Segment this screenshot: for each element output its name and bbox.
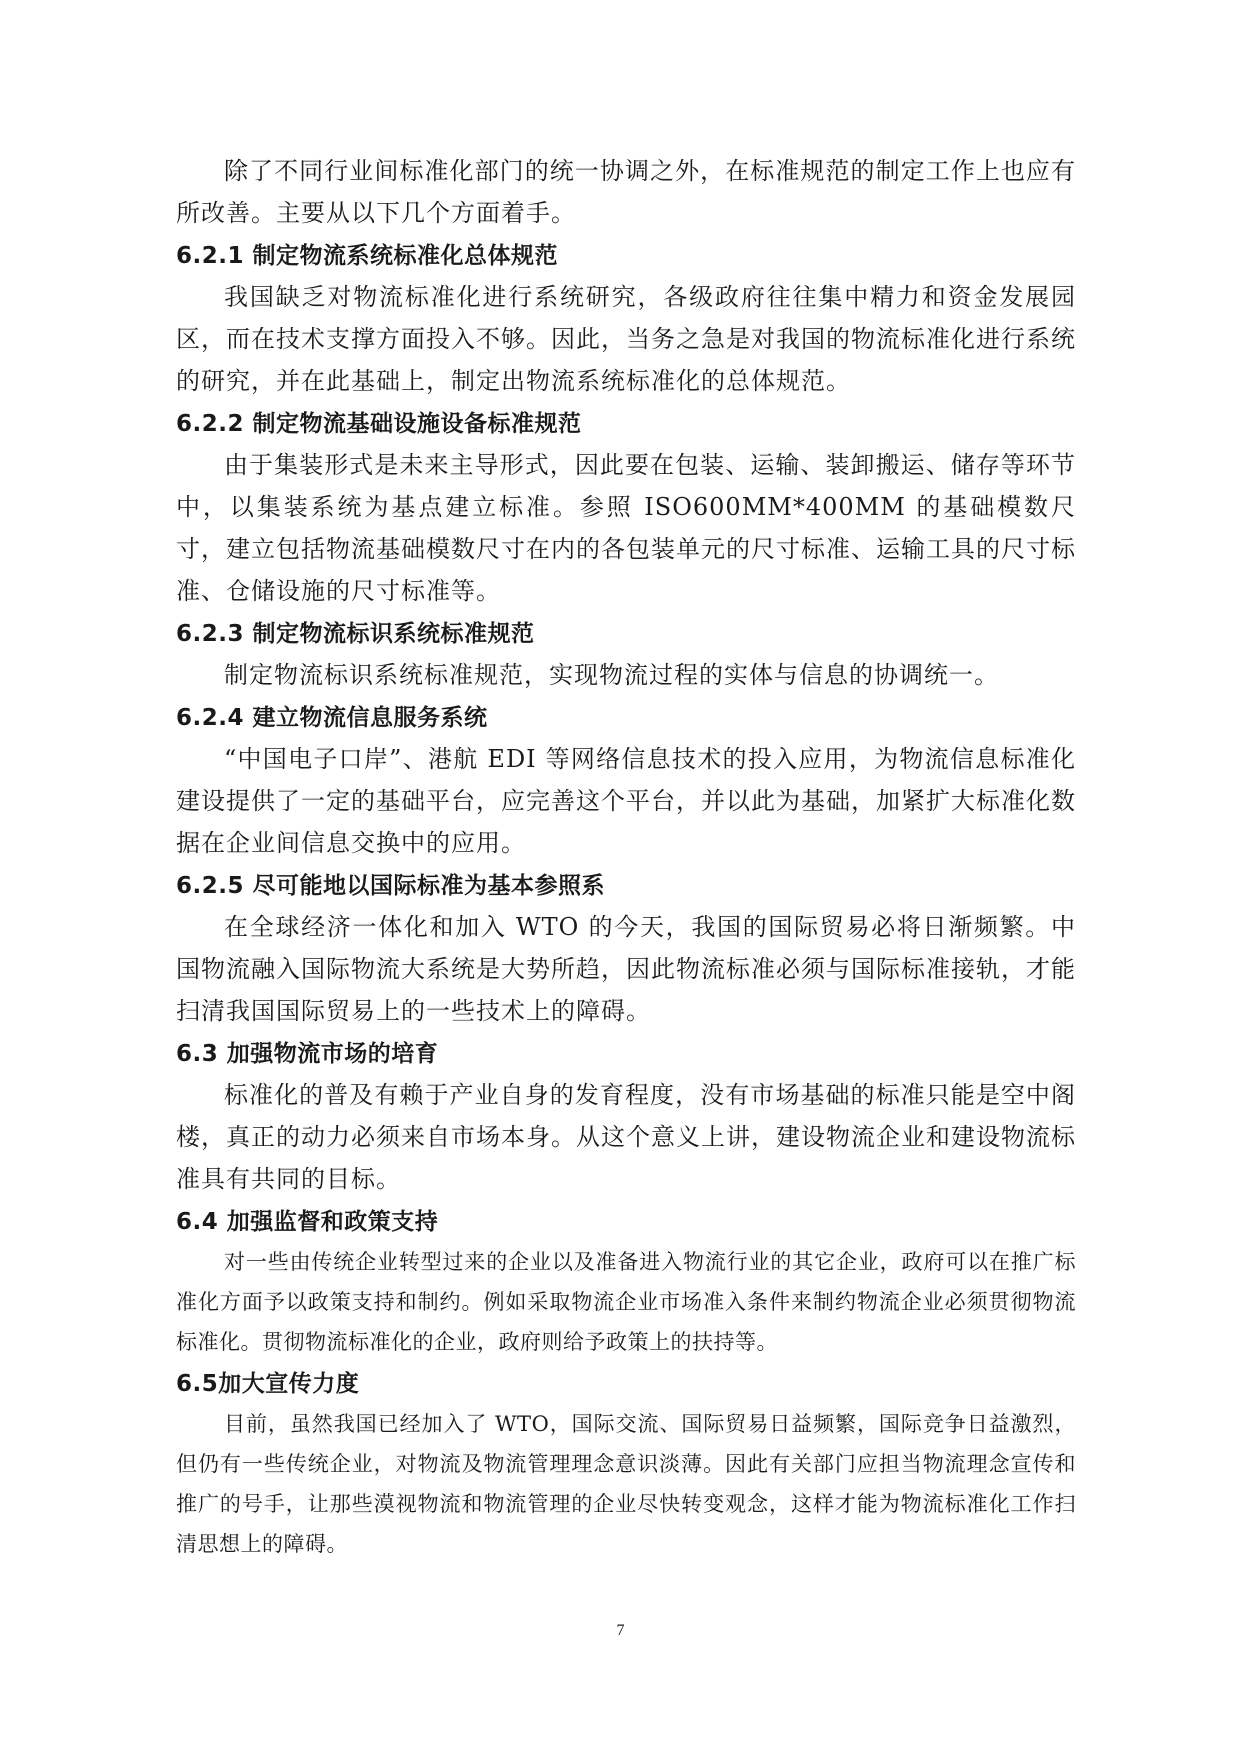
document-page (176, 150, 1076, 1564)
section-heading-6-3: 6.3 加强物流市场的培育 (176, 1041, 439, 1067)
section-body-6-5: 目前，虽然我国已经加入了 WTO，国际交流、国际贸易日益频繁，国际竞争日益激烈，但仍有一些传统企业，对物流及物流管理理念意识淡薄。因此有关部门应担当物流理念宣传和推广的号手，让那些漠视物流和物流管理的企业尽快转变观念，这样才能为物流标准化工作扫清思想上的障碍。 (176, 1412, 1076, 1556)
intro-paragraph: 除了不同行业间标准化部门的统一协调之外，在标准规范的制定工作上也应有所改善。主要从以下几个方面着手。 (176, 157, 1076, 227)
section-body-6-3: 标准化的普及有赖于产业自身的发育程度，没有市场基础的标准只能是空中阁楼，真正的动力必须来自市场本身。从这个意义上讲，建设物流企业和建设物流标准具有共同的目标。 (176, 1081, 1076, 1193)
section-body-6-2-1: 我国缺乏对物流标准化进行系统研究，各级政府往往集中精力和资金发展园区，而在技术支撑方面投入不够。因此，当务之急是对我国的物流标准化进行系统的研究，并在此基础上，制定出物流系统标准化的总体规范。 (176, 283, 1076, 395)
section-body-6-2-3: 制定物流标识系统标准规范，实现物流过程的实体与信息的协调统一。 (224, 661, 999, 689)
section-heading-6-5: 6.5加大宣传力度 (176, 1371, 360, 1397)
page-number: 7 (616, 1622, 625, 1639)
section-body-6-2-4: “中国电子口岸”、港航 EDI 等网络信息技术的投入应用，为物流信息标准化建设提供了一定的基础平台，应完善这个平台，并以此为基础，加紧扩大标准化数据在企业间信息交换中的应用。 (176, 745, 1076, 857)
section-heading-6-2-2: 6.2.2 制定物流基础设施设备标准规范 (176, 411, 582, 437)
section-body-6-2-2: 由于集装形式是未来主导形式，因此要在包装、运输、装卸搬运、储存等环节中，以集装系统为基点建立标准。参照 ISO600MM*400MM 的基础模数尺寸，建立包括物流基础模数尺寸在内的各包装单元的尺寸标准、运输工具的尺寸标准、仓储设施的尺寸标准等。 (176, 451, 1076, 605)
section-heading-6-2-5: 6.2.5 尽可能地以国际标准为基本参照系 (176, 873, 605, 899)
section-heading-6-4: 6.4 加强监督和政策支持 (176, 1209, 439, 1235)
section-body-6-2-5: 在全球经济一体化和加入 WTO 的今天，我国的国际贸易必将日渐频繁。中国物流融入国际物流大系统是大势所趋，因此物流标准必须与国际标准接轨，才能扫清我国国际贸易上的一些技术上的障碍。 (176, 913, 1076, 1025)
section-heading-6-2-3: 6.2.3 制定物流标识系统标准规范 (176, 621, 535, 647)
section-heading-6-2-4: 6.2.4 建立物流信息服务系统 (176, 705, 488, 731)
section-heading-6-2-1: 6.2.1 制定物流系统标准化总体规范 (176, 243, 558, 269)
section-body-6-4: 对一些由传统企业转型过来的企业以及准备进入物流行业的其它企业，政府可以在推广标准化方面予以政策支持和制约。例如采取物流企业市场准入条件来制约物流企业必须贯彻物流标准化。贯彻物流标准化的企业，政府则给予政策上的扶持等。 (176, 1250, 1076, 1354)
